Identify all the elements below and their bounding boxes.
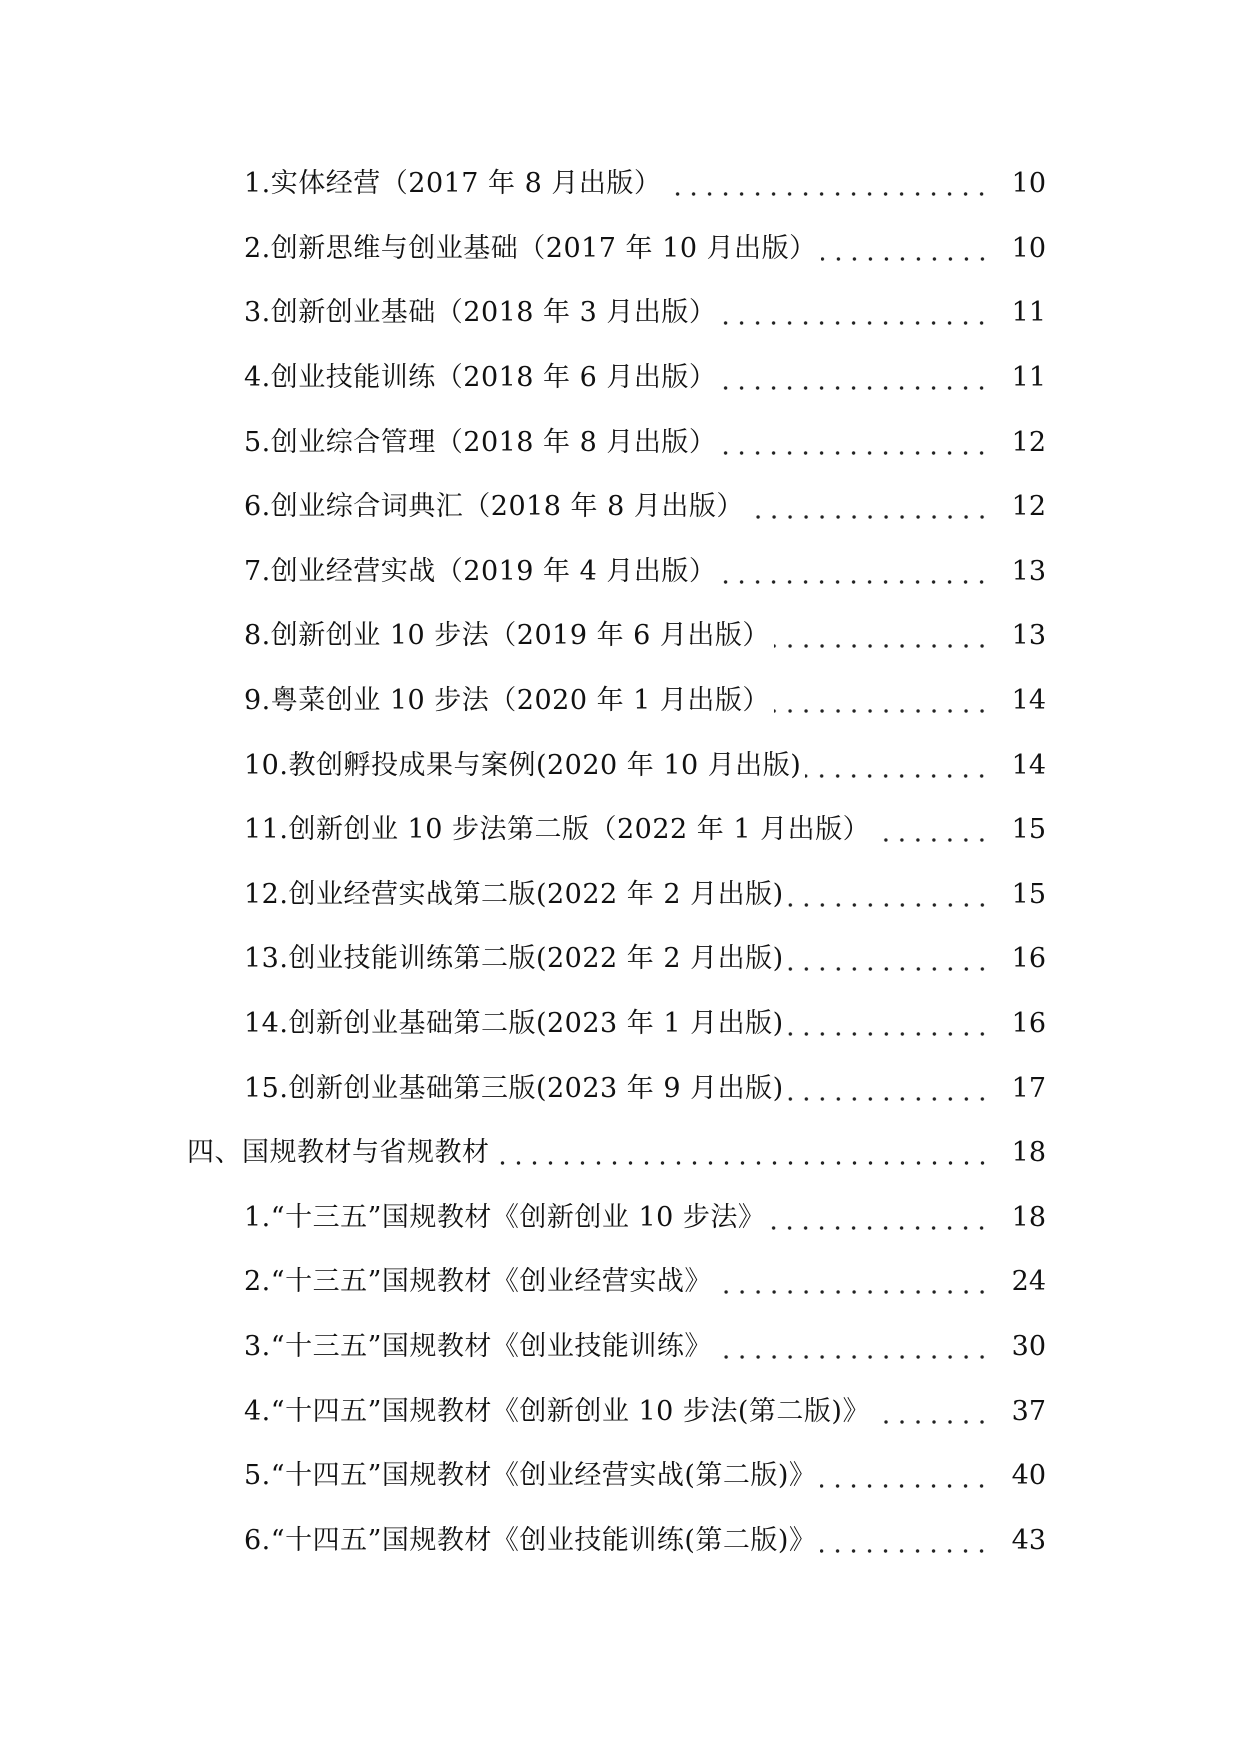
toc-entry-page: 10 [1011,232,1046,264]
dot-leader [748,492,990,522]
toc-entry-page: 30 [1011,1330,1046,1362]
toc-entry[interactable] [0,152,1240,217]
toc-entry[interactable] [0,604,1240,669]
toc-entry-page: 13 [1011,620,1046,652]
toc-entry-title: 8.创新创业 10 步法（2019 年 6 月出版） [244,620,770,652]
toc-entry[interactable] [0,410,1240,475]
toc-entry[interactable] [0,1315,1240,1380]
toc-entry[interactable] [0,346,1240,411]
toc-entry-title: 6.创业综合词典汇（2018 年 8 月出版） [244,491,744,523]
toc-entry[interactable] [0,281,1240,346]
toc-entry[interactable] [0,927,1240,992]
toc-entry-page: 17 [1011,1072,1046,1104]
table-of-contents [0,152,1240,1573]
dot-leader [788,880,990,910]
toc-entry-title: 1.实体经营（2017 年 8 月出版） [244,168,662,200]
toc-entry[interactable] [0,992,1240,1057]
dot-leader [665,169,990,199]
dot-leader [769,1203,990,1233]
toc-entry[interactable] [0,1056,1240,1121]
toc-entry-title: 10.教创孵投成果与案例(2020 年 10 月出版) [244,749,802,781]
dot-leader [716,1267,990,1297]
toc-entry-page: 16 [1011,1008,1046,1040]
dot-leader [788,944,990,974]
toc-entry-page: 15 [1011,878,1046,910]
dot-leader [774,621,990,651]
toc-entry-title: 5.“十四五”国规教材《创业经营实战(第二版)》 [244,1460,817,1492]
dot-leader [788,1074,990,1104]
toc-entry-title: 3.创新创业基础（2018 年 3 月出版） [244,297,717,329]
dot-leader [720,363,990,393]
toc-entry-page: 18 [1011,1137,1046,1169]
toc-entry-page: 24 [1011,1266,1046,1298]
dot-leader [874,815,990,845]
dot-leader [805,751,990,781]
toc-entry-title: 3.“十三五”国规教材《创业技能训练》 [244,1330,712,1362]
dot-leader [820,1461,990,1491]
toc-entry[interactable] [0,798,1240,863]
toc-section-title: 四、国规教材与省规教材 [187,1137,490,1169]
toc-entry-title: 7.创业经营实战（2019 年 4 月出版） [244,555,717,587]
toc-entry-title: 4.创业技能训练（2018 年 6 月出版） [244,362,717,394]
toc-entry[interactable] [0,475,1240,540]
toc-entry[interactable] [0,863,1240,928]
toc-entry-page: 14 [1011,685,1046,717]
toc-entry-page: 12 [1011,426,1046,458]
toc-entry-page: 12 [1011,491,1046,523]
toc-entry[interactable] [0,217,1240,282]
toc-entry-page: 15 [1011,814,1046,846]
dot-leader [720,428,990,458]
toc-entry-title: 13.创业技能训练第二版(2022 年 2 月出版) [244,943,784,975]
toc-entry-title: 12.创业经营实战第二版(2022 年 2 月出版) [244,878,784,910]
toc-entry-page: 10 [1011,168,1046,200]
toc-entry[interactable] [0,540,1240,605]
dot-leader [821,234,990,264]
toc-entry[interactable] [0,1444,1240,1509]
toc-entry-page: 11 [1011,362,1046,394]
toc-entry-title: 15.创新创业基础第三版(2023 年 9 月出版) [244,1072,784,1104]
dot-leader [720,557,990,587]
toc-entry[interactable] [0,1250,1240,1315]
toc-section-heading[interactable] [0,1121,1240,1186]
dot-leader [720,298,990,328]
toc-entry-page: 13 [1011,555,1046,587]
toc-entry-title: 4.“十四五”国规教材《创新创业 10 步法(第二版)》 [244,1395,870,1427]
toc-entry[interactable] [0,1186,1240,1251]
dot-leader [716,1332,990,1362]
toc-entry-title: 5.创业综合管理（2018 年 8 月出版） [244,426,717,458]
toc-entry-page: 14 [1011,749,1046,781]
dot-leader [874,1397,990,1427]
dot-leader [774,686,990,716]
toc-entry[interactable] [0,1508,1240,1573]
toc-entry-title: 6.“十四五”国规教材《创业技能训练(第二版)》 [244,1524,817,1556]
toc-entry-page: 37 [1011,1395,1046,1427]
toc-entry-title: 11.创新创业 10 步法第二版（2022 年 1 月出版） [244,814,871,846]
toc-entry-page: 18 [1011,1201,1046,1233]
toc-entry-title: 2.“十三五”国规教材《创业经营实战》 [244,1266,712,1298]
toc-entry[interactable] [0,669,1240,734]
dot-leader [820,1526,990,1556]
toc-entry[interactable] [0,1379,1240,1444]
toc-entry-page: 16 [1011,943,1046,975]
toc-entry[interactable] [0,733,1240,798]
dot-leader [494,1138,991,1168]
toc-entry-page: 40 [1011,1460,1046,1492]
toc-entry-title: 1.“十三五”国规教材《创新创业 10 步法》 [244,1201,766,1233]
toc-entry-title: 9.粤菜创业 10 步法（2020 年 1 月出版） [244,685,770,717]
toc-entry-title: 14.创新创业基础第二版(2023 年 1 月出版) [244,1008,784,1040]
toc-entry-title: 2.创新思维与创业基础（2017 年 10 月出版） [244,232,817,264]
toc-entry-page: 43 [1011,1524,1046,1556]
toc-entry-page: 11 [1011,297,1046,329]
dot-leader [788,1009,990,1039]
